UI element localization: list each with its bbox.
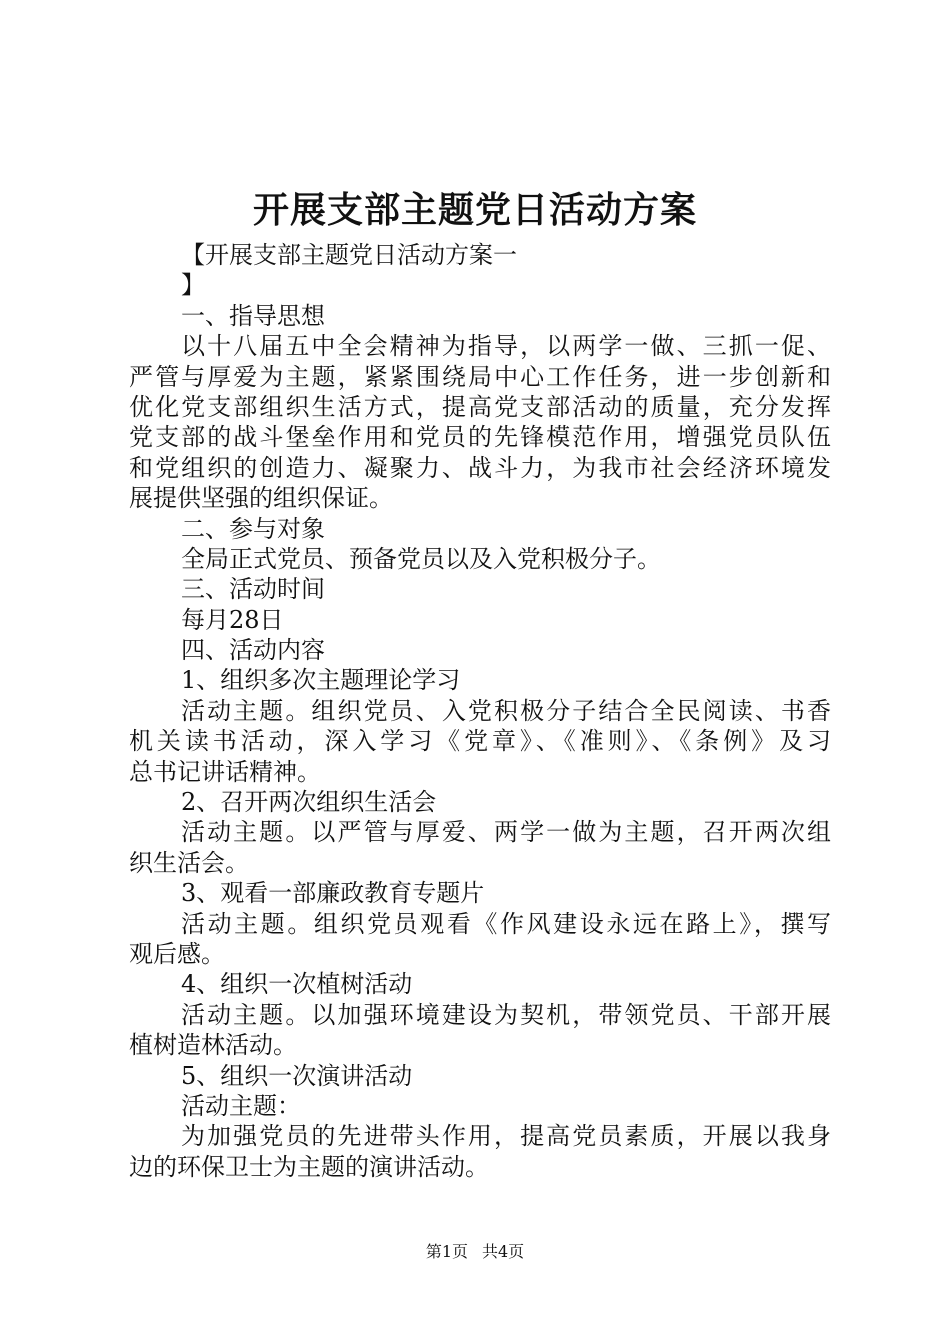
- paragraph-line: 织生活会。: [129, 848, 249, 877]
- paragraph-line: 全局正式党员、预备党员以及入党积极分子。: [181, 544, 661, 573]
- page-total: 共4页: [482, 1242, 525, 1261]
- paragraph-line: 植树造林活动。: [129, 1031, 297, 1060]
- paragraph-line: 为加强党员的先进带头作用，提高党员素质，开展以我身: [181, 1122, 831, 1151]
- paragraph-line: 严管与厚爱为主题，紧紧围绕局中心工作任务，进一步创新和: [129, 362, 831, 391]
- section-heading: 三、活动时间: [181, 575, 325, 604]
- section-heading: 一、指导思想: [181, 301, 325, 330]
- page-footer: [0, 1241, 950, 1263]
- paragraph-line: 【开展支部主题党日活动方案一: [181, 241, 517, 269]
- paragraph-line: 党支部的战斗堡垒作用和党员的先锋模范作用，增强党员队伍: [129, 423, 831, 452]
- paragraph-line: 活动主题。以严管与厚爱、两学一做为主题，召开两次组: [181, 818, 831, 847]
- paragraph-line: 机关读书活动，深入学习《党章》、《准则》、《条例》及习: [129, 727, 831, 756]
- paragraph-line: 观后感。: [129, 939, 225, 968]
- paragraph-line: 每月28日: [181, 605, 284, 634]
- paragraph-line: 优化党支部组织生活方式，提高党支部活动的质量，充分发挥: [129, 392, 831, 421]
- paragraph-line: 活动主题。组织党员观看《作风建设永远在路上》，撰写: [181, 909, 831, 938]
- subsection-heading: 3、观看一部廉政教育专题片: [181, 879, 485, 908]
- page-number: 第1页: [425, 1242, 468, 1261]
- subsection-heading: 2、召开两次组织生活会: [181, 788, 437, 817]
- paragraph-line: 以十八届五中全会精神为指导，以两学一做、三抓一促、: [181, 332, 831, 361]
- document-title: 开展支部主题党日活动方案: [252, 189, 697, 231]
- paragraph-line: 展提供坚强的组织保证。: [129, 484, 393, 513]
- paragraph-line: 和党组织的创造力、凝聚力、战斗力，为我市社会经济环境发: [129, 453, 831, 482]
- paragraph-line: 活动主题。组织党员、入党积极分子结合全民阅读、书香: [181, 696, 831, 725]
- section-heading: 二、参与对象: [181, 514, 325, 543]
- section-heading: 四、活动内容: [181, 636, 325, 665]
- subsection-heading: 5、组织一次演讲活动: [181, 1061, 413, 1090]
- paragraph-line: 边的环保卫士为主题的演讲活动。: [129, 1152, 489, 1181]
- subsection-heading: 1、组织多次主题理论学习: [181, 666, 461, 695]
- paragraph-line: 活动主题：: [181, 1091, 301, 1120]
- paragraph-line: 总书记讲话精神。: [129, 757, 321, 786]
- paragraph-line: 】: [181, 271, 205, 300]
- paragraph-line: 活动主题。以加强环境建设为契机，带领党员、干部开展: [181, 1000, 831, 1029]
- document-body: [129, 240, 831, 1182]
- subsection-heading: 4、组织一次植树活动: [181, 970, 413, 999]
